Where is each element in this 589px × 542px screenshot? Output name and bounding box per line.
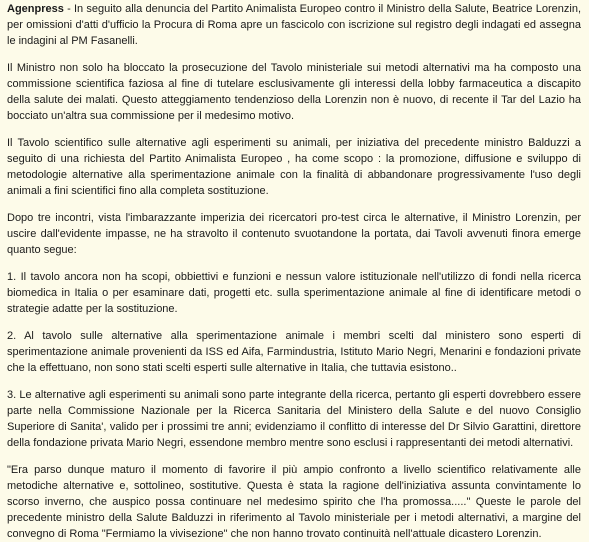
paragraph-point-3: 3. Le alternative agli esperimenti su animali sono parte integrante della ricerca, pertanto gli esperti dovrebbero essere parte nella Commissione Nazionale per la Ricerca Sanitaria del Ministero della Salute e del nuovo Consiglio Superiore di Sanita', valido per i prossimi tre anni; evidenziamo il conflitto di interesse del Dr Silvio Garattini, direttore della fondazione privata Mario Negri, essendone membro mentre sono esclusi i rappresentanti dei metodi alternativi. (7, 389, 581, 449)
source-label: Agenpress (7, 3, 64, 15)
paragraph-tavolo-scientifico: Il Tavolo scientifico sulle alternative agli esperimenti su animali, per iniziativa del precedente ministro Balduzzi a seguito di una richiesta del Partito Animalista Europeo , ha come scopo : la promozione, diffusione e sviluppo di metodologie alternative alla sperimentazione animale con la finalità di abbandonare progressivamente l'uso degli animali a fini scientifici fino alla completa sostituzione. (7, 137, 581, 197)
paragraph-point-1: 1. Il tavolo ancora non ha scopi, obbiettivi e funzioni e nessun valore istituzionale nell'utilizzo di fondi nella ricerca biomedica in Italia o per esaminare dati, progetti etc. sulla sperimentazione animale al fine di identificare metodi o strategie adatte per la sostituzione. (7, 271, 581, 315)
paragraph-quote-balduzzi: "Era parso dunque maturo il momento di favorire il più ampio confronto a livello scientifico relativamente alle metodiche alternative e, sottolineo, sostitutive. Questa è stata la ragione dell'iniziativa assunta convintamente lo scorso inverno, che auspico possa continuare nel medesimo spirito che l'ha promossa....." Queste le parole del precedente ministro della Salute Balduzzi in riferimento al Tavolo ministeriale per i metodi alternativi, a margine del convegno di Roma "Fermiamo la vivisezione" che non hanno trovato continuità nell'attuale dicastero Lorenzin. (7, 464, 581, 540)
paragraph-point-2: 2. Al tavolo sulle alternative alla sperimentazione animale i membri scelti dal ministero sono esperti di sperimentazione animale provenienti da ISS ed Aifa, Farmindustria, Istituto Mario Negri, Menarini e fondazioni private che la effettuano, non sono stati scelti esperti sulle alternative in Italia, che tuttavia esistono.. (7, 330, 581, 374)
paragraph-dopo-tre-incontri: Dopo tre incontri, vista l'imbarazzante imperizia dei ricercatori pro-test circa le alternative, il Ministro Lorenzin, per uscire dall'evidente impasse, ne ha stravolto il contenuto svuotandone la portata, dai Tavoli avvenuti finora emerge quanto segue: (7, 212, 581, 256)
intro-text: - In seguito alla denuncia del Partito Animalista Europeo contro il Ministro della Salute, Beatrice Lorenzin, per omissioni d'atti d'ufficio la Procura di Roma apre un fascicolo con iscrizione sul registro degli indagati ed assegna le indagini al PM Fasanelli. (7, 3, 581, 47)
paragraph-minister: Il Ministro non solo ha bloccato la prosecuzione del Tavolo ministeriale sui metodi alternativi ma ha composto una commissione scientifica faziosa al fine di tutelare esclusivamente gli interessi della lobby farmaceutica a discapito della salute dei malati. Questo atteggiamento tendenzioso della Lorenzin non è nuovo, di recente il Tar del Lazio ha bocciato un'altra sua commissione per il medesimo motivo. (7, 62, 581, 122)
intro-paragraph (7, 1, 581, 49)
